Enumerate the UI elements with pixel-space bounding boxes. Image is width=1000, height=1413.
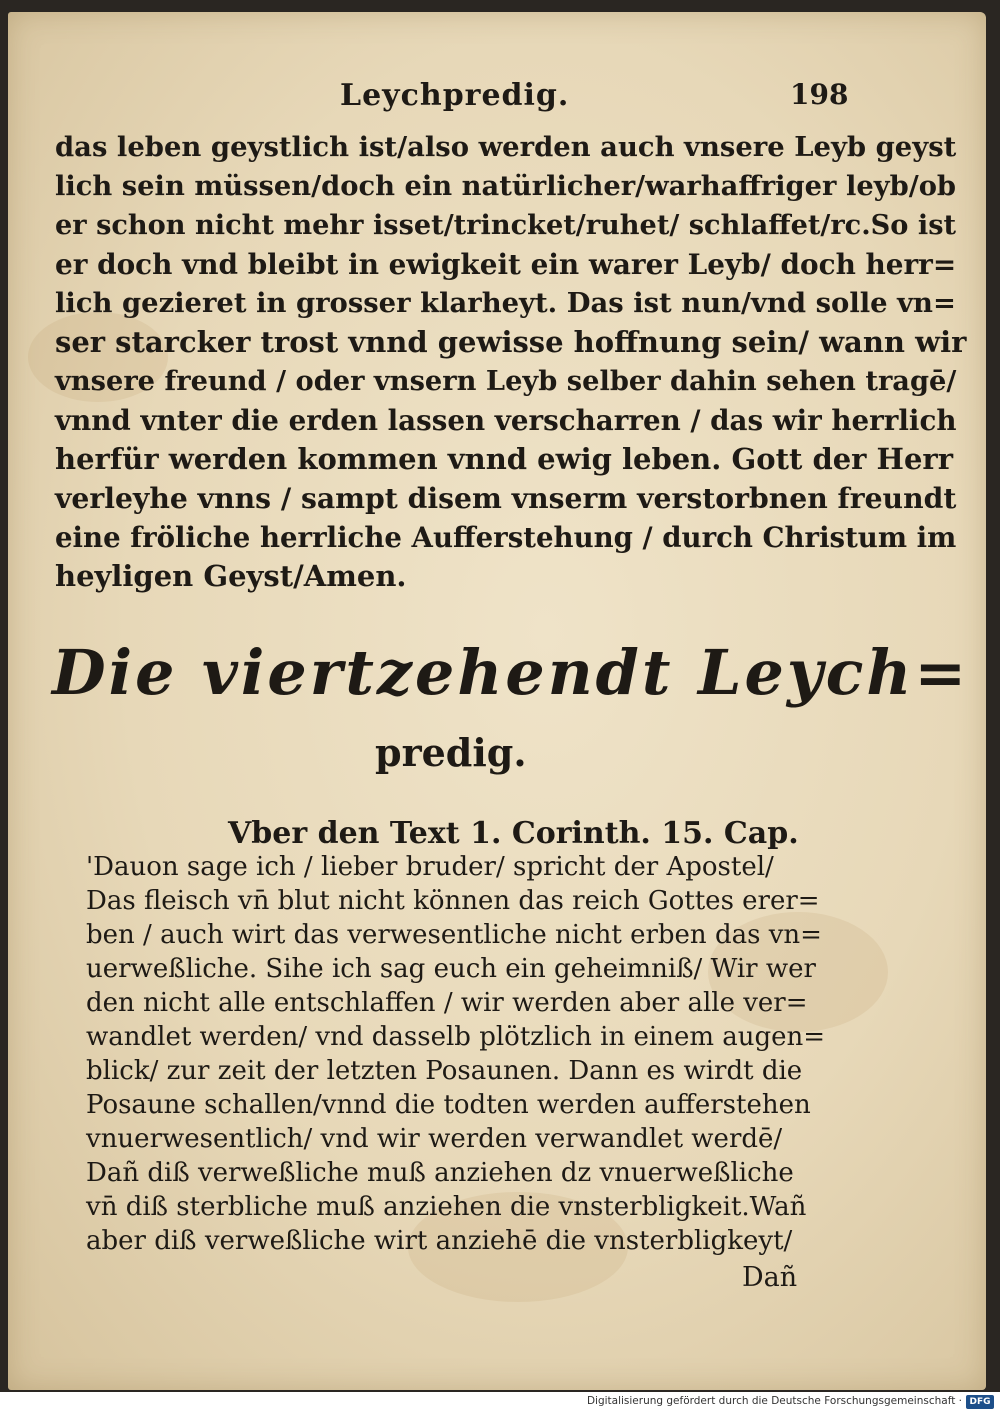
body-line: eine fröliche herrliche Aufferstehung / durch Christum im bbox=[55, 521, 957, 554]
scripture-reference: Vber den Text 1. Corinth. 15. Cap. bbox=[228, 816, 799, 851]
scripture-line: vn̄ diß sterbliche muß anziehen die vnsterbligkeit.Wañ bbox=[86, 1192, 807, 1222]
body-line: vnnd vnter die erden lassen verscharren / das wir herrlich bbox=[55, 404, 957, 437]
scripture-line: den nicht alle entschlaffen / wir werden aber alle ver= bbox=[86, 988, 808, 1018]
body-line: ser starcker trost vnnd gewisse hoffnung sein/ wann wir bbox=[55, 325, 967, 359]
body-line: er doch vnd bleibt in ewigkeit ein warer Leyb/ doch herr= bbox=[55, 248, 957, 281]
scripture-line: blick/ zur zeit der letzten Posaunen. Dann es wirdt die bbox=[86, 1056, 803, 1086]
body-line: lich sein müssen/doch ein natürlicher/warhaffriger leyb/ob bbox=[55, 170, 957, 202]
body-line: vnsere freund / oder vnsern Leyb selber dahin sehen tragē/ bbox=[55, 365, 957, 397]
scripture-line: Posaune schallen/vnnd die todten werden aufferstehen bbox=[86, 1090, 811, 1120]
scripture-line: Das fleisch vn̄ blut nicht können das reich Gottes erer= bbox=[86, 886, 820, 916]
scripture-line: wandlet werden/ vnd dasselb plötzlich in einem augen= bbox=[86, 1022, 826, 1052]
digitization-footer bbox=[0, 1392, 1000, 1413]
scripture-line: 'Dauon sage ich / lieber bruder/ spricht der Apostel/ bbox=[86, 852, 774, 882]
running-head: Leychpredig. bbox=[340, 78, 570, 113]
scripture-line: vnuerwesentlich/ vnd wir werden verwandlet werdē/ bbox=[86, 1124, 783, 1154]
body-line: heyligen Geyst/Amen. bbox=[55, 559, 407, 593]
catchword: Dañ bbox=[742, 1262, 798, 1293]
footer-credit-text: Digitalisierung gefördert durch die Deutsche Forschungsgemeinschaft · bbox=[586, 1395, 962, 1407]
scripture-line: ben / auch wirt das verwesentliche nicht erben das vn= bbox=[86, 920, 822, 950]
sermon-heading-continuation: predig. bbox=[375, 730, 527, 775]
body-line: lich gezieret in grosser klarheyt. Das ist nun/vnd solle vn= bbox=[55, 287, 956, 319]
page-number: 198 bbox=[790, 78, 849, 111]
body-line: das leben geystlich ist/also werden auch vnsere Leyb geyst bbox=[55, 131, 957, 163]
body-line: herfür werden kommen vnnd ewig leben. Gott der Herr bbox=[55, 442, 953, 476]
body-line: verleyhe vnns / sampt disem vnserm verstorbnen freundt bbox=[55, 481, 957, 515]
scripture-line: uerweßliche. Sihe ich sag euch ein geheimniß/ Wir wer bbox=[86, 954, 816, 984]
dfg-logo[interactable]: DFG bbox=[966, 1395, 994, 1409]
scripture-line: aber diß verweßliche wirt anziehē die vnsterbligkeyt/ bbox=[86, 1226, 793, 1256]
sermon-heading: Die viertzehendt Leych= bbox=[52, 636, 970, 709]
body-line: er schon nicht mehr isset/trincket/ruhet/ schlaffet/rc.So ist bbox=[55, 209, 957, 241]
scripture-line: Dañ diß verweßliche muß anziehen dz vnuerweßliche bbox=[86, 1158, 794, 1188]
